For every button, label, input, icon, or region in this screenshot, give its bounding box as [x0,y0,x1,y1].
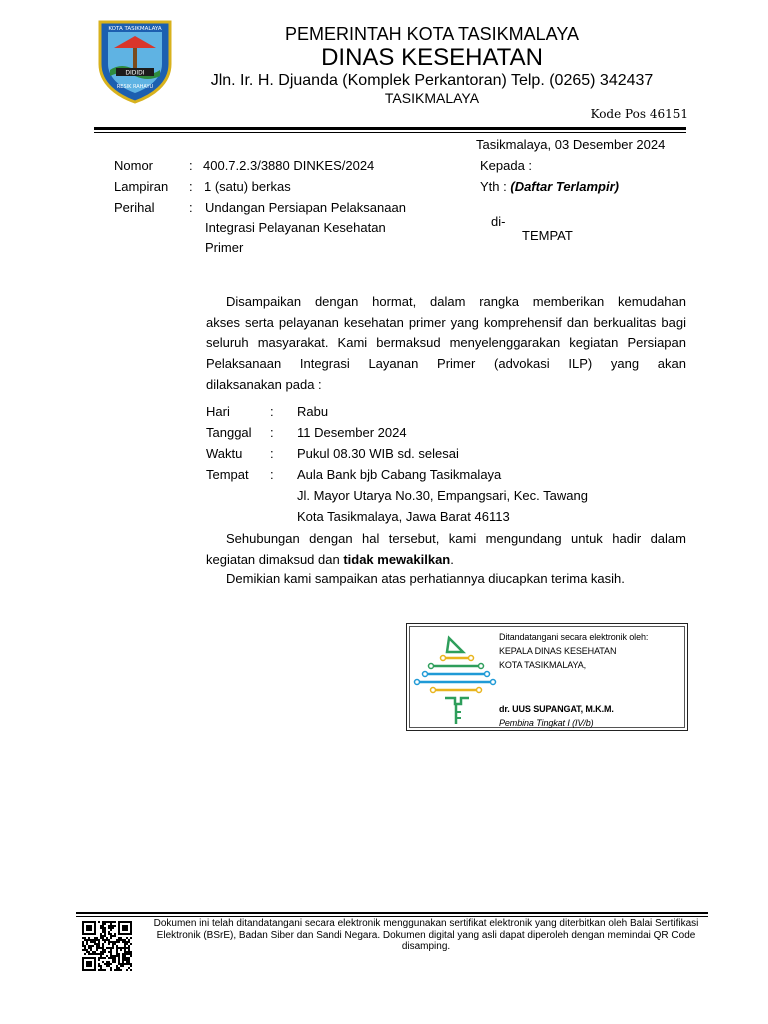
meta-sep: : [189,200,193,215]
meta-label-perihal: Perihal [114,200,155,215]
detail-address-cont: Jl. Mayor Utarya No.30, Empangsari, Kec. Tawang [297,488,588,503]
body-line [206,292,686,313]
closing-line-text: Sehubungan dengan hal tersebut, kami mengundang untuk hadir dalam [226,531,686,546]
detail-value-tempat: Aula Bank bjb Cabang Tasikmalaya [297,467,502,482]
signature-signed-by: Ditandatangani secara elektronik oleh: [499,632,649,642]
logo-bottom-text: RESIK RAHAYU [116,84,154,90]
meta-sep: : [189,179,193,194]
electronic-signature-box [406,623,688,731]
recipient-kepada: Kepada : [480,158,533,173]
meta-label-nomor: Nomor [114,158,154,173]
meta-value-nomor: 400.7.2.3/3880 DINKES/2024 [203,158,375,173]
city-emblem-logo [94,18,176,104]
detail-value-waktu: Pukul 08.30 WIB sd. selesai [297,446,459,461]
meta-label-lampiran: Lampiran [114,179,169,194]
detail-sep: : [270,467,274,482]
footer-disclaimer: Dokumen ini telah ditandatangani secara elektronik menggunakan sertifikat elektronik yang diterbitkan oleh Balai Sertifikasi Elektronik (BSrE), Badan Siber dan Sandi Negara. Dokumen digital yang asli dapat diperoleh dengan memindai QR Code disamping. [153,918,699,952]
signature-rank: Pembina Tingkat I (IV/b) [499,718,594,728]
body-line [206,354,686,375]
postal-code: Kode Pos 46151 [590,107,688,121]
detail-value-tanggal: 11 Desember 2024 [297,425,407,440]
detail-value-hari: Rabu [297,404,329,419]
detail-label-tempat: Tempat [206,467,249,482]
closing-line-text: . [450,551,454,567]
header-rule-thick [94,127,686,130]
meta-sep: : [189,158,193,173]
header-agency: DINAS KESEHATAN [321,44,543,71]
header-address: Jln. Ir. H. Djuanda (Komplek Perkantoran) Telp. (0265) 342437 [210,72,654,89]
footer-rule-thick [76,912,708,914]
place-date: Tasikmalaya, 03 Desember 2024 [476,137,666,152]
detail-label-waktu: Waktu [206,446,243,461]
header-rule-thin [94,132,686,133]
body-line [206,313,686,334]
recipient-yth-prefix: Yth : [480,179,511,194]
meta-value-lampiran: 1 (satu) berkas [204,179,291,194]
closing-paragraph [206,529,686,570]
header-government: PEMERINTAH KOTA TASIKMALAYA [284,24,580,44]
body-line-text: Disampaikan dengan hormat, dalam rangka memberikan kemudahan [226,294,686,309]
signature-name: dr. UUS SUPANGAT, M.K.M. [499,704,614,714]
qr-code[interactable] [82,921,132,971]
closing-line [206,529,686,550]
detail-sep: : [270,425,274,440]
detail-sep: : [270,404,274,419]
meta-value-perihal-cont: Primer [205,240,244,255]
body-line-text: akses serta pelayanan kesehatan primer yang komprehensif dan berkualitas bagi [206,314,686,330]
bsre-signature-icon [413,632,499,728]
detail-sep: : [270,446,274,461]
emphasis-no-representative: tidak mewakilkan [343,551,451,567]
body-line [206,375,686,396]
recipient-yth [480,179,619,194]
detail-label-hari: Hari [206,404,230,419]
recipient-yth-value: (Daftar Terlampir) [510,179,619,194]
body-line-text: seluruh masyarakat. Kami bermaksud menyelenggarakan kegiatan Persiapan [206,335,686,351]
logo-top-text: KOTA TASIKMALAYA [108,26,162,32]
closing-line-text: kegiatan dimaksud dan [206,551,344,567]
header-city: TASIKMALAYA [384,90,480,106]
closing-line [206,550,686,571]
recipient-di: di- [491,214,506,229]
meta-value-perihal: Undangan Persiapan Pelaksanaan [205,200,406,215]
signature-office: KOTA TASIKMALAYA, [499,660,586,670]
detail-address-cont: Kota Tasikmalaya, Jawa Barat 46113 [297,509,510,524]
body-line-text: Pelaksanaan Integrasi Layanan Primer (advokasi ILP) yang akan [206,356,686,372]
footer-rule-thin [76,916,708,917]
detail-label-tanggal: Tanggal [206,425,252,440]
logo-banner-text: DIDIDI [125,69,145,77]
closing-thanks: Demikian kami sampaikan atas perhatiannya diucapkan terima kasih. [226,571,625,586]
body-paragraph [206,292,686,396]
body-line [206,333,686,354]
signature-position: KEPALA DINAS KESEHATAN [499,646,617,656]
meta-value-perihal-cont: Integrasi Pelayanan Kesehatan [205,220,386,235]
recipient-tempat: TEMPAT [522,228,573,243]
body-line-text: dilaksanakan pada : [206,376,322,392]
